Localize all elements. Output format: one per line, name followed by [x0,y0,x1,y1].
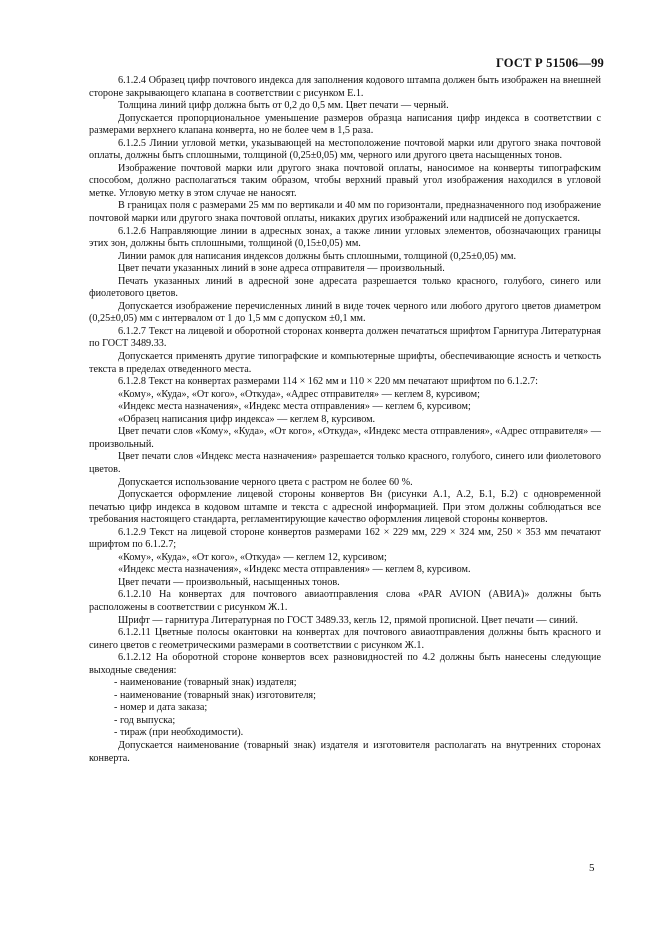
paragraph: Допускается наименование (товарный знак) издателя и изготовителя располагать на внутренних сторонах конверта. [89,739,601,764]
paragraph: 6.1.2.9 Текст на лицевой стороне конвертов размерами 162 × 229 мм, 229 × 324 мм, 250 × 353 мм печатают шрифтом по 6.1.2.7; [89,526,601,551]
standard-header: ГОСТ Р 51506—99 [495,56,604,70]
paragraph: 6.1.2.10 На конвертах для почтового авиаотправления слова «PAR AVION (АВИА)» должны быть расположены в соответствии с рисунком Ж.1. [89,589,601,613]
list-item: - наименование (товарный знак) изготовителя; [114,689,316,701]
paragraph: 6.1.2.5 Линии угловой метки, указывающей на местоположение почтовой марки или другого знака почтовой оплаты, должны быть сплошными, толщиной (0,25±0,05) мм, черного или другого цвета насыщенных тонов. [89,137,601,162]
paragraph: Толщина линий цифр должна быть от 0,2 до 0,5 мм. Цвет печати — черный. [118,100,449,112]
paragraph: Изображение почтовой марки или другого знака почтовой оплаты, наносимое на конверты типографским способом, должно располагаться таким образом, чтобы верхний правый угол изображения находился в угловой метке. Угловую метку в этом случае не наносят. [89,162,601,199]
paragraph: «Образец написания цифр индекса» — кеглем 8, курсивом. [118,413,376,425]
paragraph: Печать указанных линий в адресной зоне адресата разрешается только красного, голубого, синего или фиолетового цветов. [89,275,601,300]
paragraph: Допускается изображение перечисленных линий в виде точек черного или любого другого цветов диаметром (0,25±0,05) мм с интервалом от 1 до 1,5 мм с допуском ±0,1 мм. [89,300,601,325]
paragraph: Шрифт — гарнитура Литературная по ГОСТ 3489.33, кегль 12, прямой прописной. Цвет печати — синий. [118,614,578,626]
paragraph: Цвет печати — произвольный, насыщенных тонов. [118,576,340,588]
paragraph: 6.1.2.6 Направляющие линии в адресных зонах, а также линии угловых элементов, обозначающих границы этих зон, должны быть сплошными, толщиной (0,15±0,05) мм. [89,225,601,250]
paragraph: Линии рамок для написания индексов должны быть сплошными, толщиной (0,25±0,05) мм. [118,250,517,262]
paragraph: Допускается использование черного цвета с растром не более 60 %. [118,476,413,488]
paragraph: Допускается применять другие типографские и компьютерные шрифты, обеспечивающие ясность и четкость текста в пределах отведенного места. [89,351,601,375]
paragraph: В границах поля с размерами 25 мм по вертикали и 40 мм по горизонтали, предназначенного под изображение почтовой марки или другого знака почтовой оплаты, никаких других изображений или надписей не допускается. [89,200,601,225]
paragraph: Цвет печати слов «Кому», «Куда», «От кого», «Откуда», «Индекс места отправления», «Адрес отправителя» — произвольный. [89,426,601,450]
paragraph: «Индекс места назначения», «Индекс места отправления» — кеглем 6, курсивом; [118,401,471,413]
document-body [89,75,601,765]
paragraph: Допускается оформление лицевой стороны конвертов Вн (рисунки А.1, А.2, Б.1, Б.2) с одновременной печатью цифр индекса в кодовом штампе и текста с адресной информацией. При этом должны соблюдаться все требования настоящего стандарта, регламентирующие качество оформления лицевой стороны конвертов. [89,489,601,526]
list-item: - тираж (при необходимости). [114,727,244,739]
paragraph: 6.1.2.11 Цветные полосы окантовки на конвертах для почтового авиаотправления должны быть красного и синего цветов с геометрическими размерами в соответствии с рисунком Ж.1. [89,627,601,651]
paragraph: «Кому», «Куда», «От кого», «Откуда» — кеглем 12, курсивом; [118,551,387,563]
paragraph: Допускается пропорциональное уменьшение размеров образца написания цифр индекса в соответствии с размерами верхнего клапана конверта, но не более чем в 1,5 раза. [89,112,601,137]
paragraph: 6.1.2.8 Текст на конвертах размерами 114 × 162 мм и 110 × 220 мм печатают шрифтом по 6.1.2.7: [118,376,538,388]
paragraph: 6.1.2.7 Текст на лицевой и оборотной сторонах конверта должен печататься шрифтом Гарнитура Литературная по ГОСТ 3489.33. [89,325,601,350]
list-item: - наименование (товарный знак) издателя; [114,677,297,689]
list-item: - год выпуска; [114,714,176,726]
paragraph: 6.1.2.4 Образец цифр почтового индекса для заполнения кодового штампа должен быть изображен на внешней стороне закрывающего клапана в соответствии с рисунком Е.1. [89,75,601,99]
page-number: 5 [589,862,595,874]
paragraph: 6.1.2.12 На оборотной стороне конвертов всех разновидностей по 4.2 должны быть нанесены следующие выходные сведения: [89,652,601,676]
paragraph: «Индекс места назначения», «Индекс места отправления» — кеглем 8, курсивом. [118,564,471,576]
paragraph: Цвет печати слов «Индекс места назначения» разрешается только красного, голубого, синего или фиолетового цветов. [89,451,601,475]
list-item: - номер и дата заказа; [114,702,208,714]
paragraph: Цвет печати указанных линий в зоне адреса отправителя — произвольный. [118,263,445,275]
paragraph: «Кому», «Куда», «От кого», «Откуда», «Адрес отправителя» — кеглем 8, курсивом; [118,388,480,400]
